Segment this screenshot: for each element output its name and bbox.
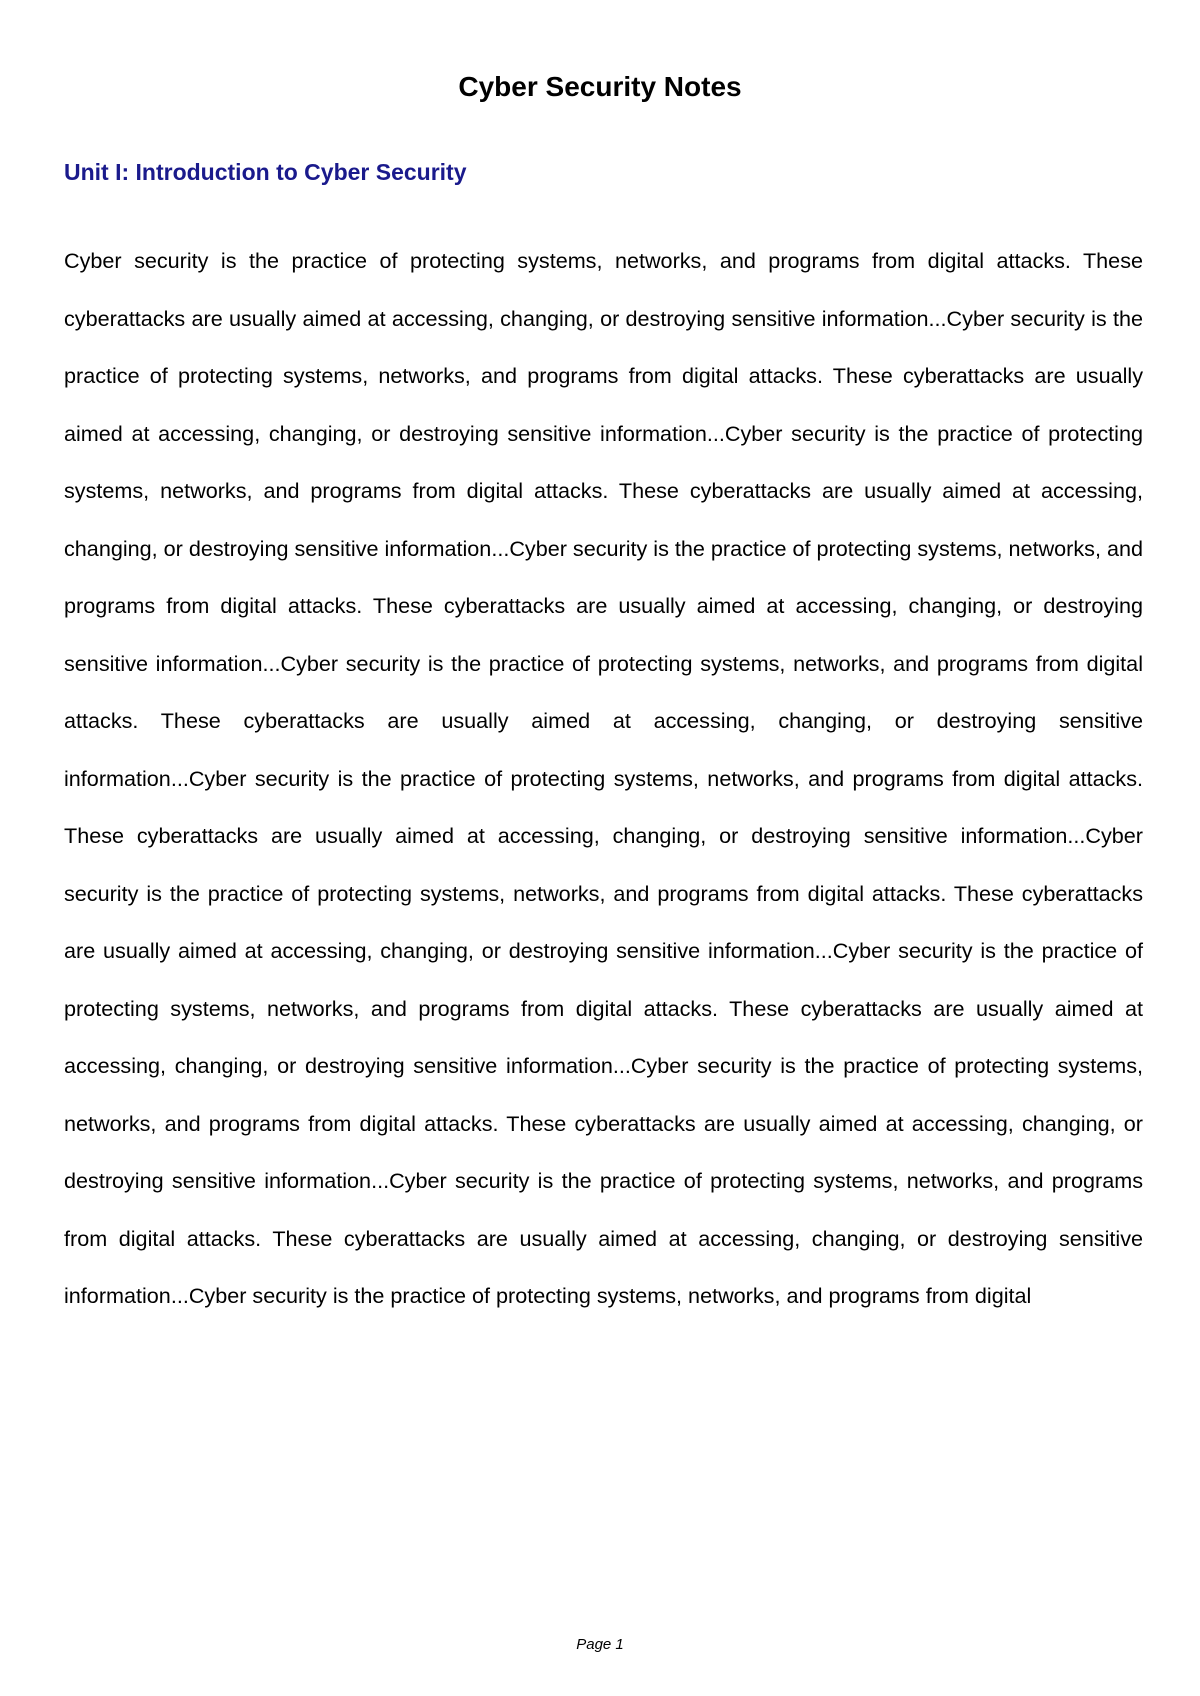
- body-paragraph: Cyber security is the practice of protecting systems, networks, and programs from digital attacks. These cyberattacks are usually aimed at accessing, changing, or destroying sensitive information...Cyber security is the practice of protecting systems, networks, and programs from digital attacks. These cyberattacks are usually aimed at accessing, changing, or destroying sensitive information...Cyber security is the practice of protecting systems, networks, and programs from digital attacks. These cyberattacks are usually aimed at accessing, changing, or destroying sensitive information...Cyber security is the practice of protecting systems, networks, and programs from digital attacks. These cyberattacks are usually aimed at accessing, changing, or destroying sensitive information...Cyber security is the practice of protecting systems, networks, and programs from digital attacks. These cyberattacks are usually aimed at accessing, changing, or destroying sensitive information...Cyber security is the practice of protecting systems, networks, and programs from digital attacks. These cyberattacks are usually aimed at accessing, changing, or destroying sensitive information...Cyber security is the practice of protecting systems, networks, and programs from digital attacks. These cyberattacks are usually aimed at accessing, changing, or destroying sensitive information...Cyber security is the practice of protecting systems, networks, and programs from digital attacks. These cyberattacks are usually aimed at accessing, changing, or destroying sensitive information...Cyber security is the practice of protecting systems, networks, and programs from digital attacks. These cyberattacks are usually aimed at accessing, changing, or destroying sensitive information...Cyber security is the practice of protecting systems, networks, and programs from digital attacks. These cyberattacks are usually aimed at accessing, changing, or destroying sensitive information...Cyber security is the practice of protecting systems, networks, and programs from digital: [64, 248, 1143, 1308]
- section-heading: Unit I: Introduction to Cyber Security: [64, 159, 467, 185]
- page-number: Page 1: [576, 1636, 624, 1653]
- document-title: Cyber Security Notes: [458, 71, 742, 102]
